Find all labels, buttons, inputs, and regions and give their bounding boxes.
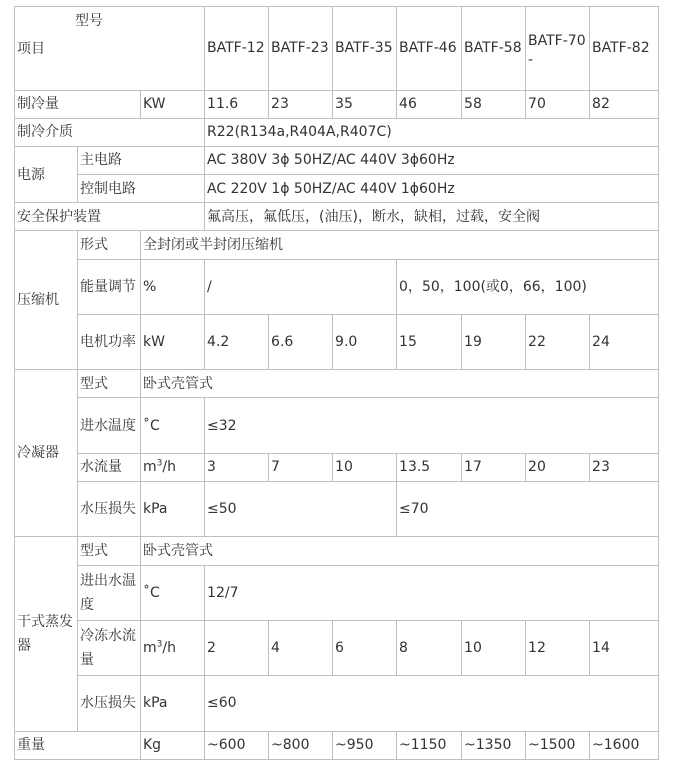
unit-superscript: 3 [156, 458, 163, 469]
value-cell: 4.2 [205, 314, 269, 369]
group-label: 压缩机 [15, 231, 78, 370]
model-header: BATF-82 [590, 7, 659, 91]
sub-label: 型式 [78, 370, 141, 398]
value-cell: 8 [397, 620, 462, 675]
sub-label: 水压损失 [78, 676, 141, 731]
value-cell: 3 [205, 453, 269, 481]
value-cell: 氟高压，氟低压，(油压)，断水，缺相，过载，安全阀 [205, 203, 659, 231]
condenser-flow-row [15, 453, 659, 481]
value-cell: ≤50 [205, 482, 397, 537]
value-cell: AC 220V 1ϕ 50HZ/AC 440V 1ϕ60Hz [205, 175, 659, 203]
group-label: 电源 [15, 146, 78, 202]
sub-label: 进水温度 [78, 398, 141, 453]
value-cell: 58 [462, 90, 526, 118]
weight-row [15, 731, 659, 759]
model-header: BATF-35 [333, 7, 397, 91]
value-cell: 82 [590, 90, 659, 118]
value-cell: 10 [333, 453, 397, 481]
value-cell: 0，50，100(或0，66，100) [397, 259, 659, 314]
safety-row [15, 203, 659, 231]
unit-cell: KW [141, 90, 205, 118]
row-label: 制冷量 [15, 90, 141, 118]
value-cell: 14 [590, 620, 659, 675]
value-cell: 13.5 [397, 453, 462, 481]
value-cell: 20 [526, 453, 590, 481]
evaporator-type-row [15, 537, 659, 565]
value-cell: 6 [333, 620, 397, 675]
unit-cell: kPa [141, 482, 205, 537]
condenser-drop-row [15, 482, 659, 537]
value-cell: ~1600 [590, 731, 659, 759]
evaporator-drop-row [15, 676, 659, 731]
condenser-inlet-row [15, 398, 659, 453]
value-cell: 6.6 [269, 314, 333, 369]
value-cell: / [205, 259, 397, 314]
sub-label: 能量调节 [78, 259, 141, 314]
unit-cell: kW [141, 314, 205, 369]
sub-label: 水压损失 [78, 482, 141, 537]
sub-label: 进出水温度 [78, 565, 141, 620]
model-header: BATF-46 [397, 7, 462, 91]
value-cell: 24 [590, 314, 659, 369]
header-corner-cell [15, 7, 205, 91]
unit-base: m [143, 459, 157, 476]
model-header: BATF-58 [462, 7, 526, 91]
unit-cell: ˚C [141, 398, 205, 453]
value-cell: ~1350 [462, 731, 526, 759]
value-cell: ~600 [205, 731, 269, 759]
sub-label: 电机功率 [78, 314, 141, 369]
sub-label: 形式 [78, 231, 141, 259]
group-label: 干式蒸发器 [15, 537, 78, 731]
value-cell: 9.0 [333, 314, 397, 369]
value-cell: 46 [397, 90, 462, 118]
model-header [526, 7, 590, 91]
unit-superscript: 3 [156, 639, 163, 650]
value-cell: R22(R134a,R404A,R407C) [205, 118, 659, 146]
value-cell: ~1150 [397, 731, 462, 759]
unit-base: m [143, 640, 157, 657]
value-cell: 4 [269, 620, 333, 675]
sub-label: 型式 [78, 537, 141, 565]
value-cell: ≤32 [205, 398, 659, 453]
value-cell: 12 [526, 620, 590, 675]
power-main-row [15, 146, 659, 174]
value-cell: 卧式壳管式 [141, 370, 659, 398]
unit-cell: ˚C [141, 565, 205, 620]
value-cell: 10 [462, 620, 526, 675]
header-row [15, 7, 659, 91]
value-cell: ~800 [269, 731, 333, 759]
item-label: 项目 [17, 41, 45, 57]
model-header-name: BATF-70 [528, 33, 586, 50]
value-cell: 17 [462, 453, 526, 481]
value-cell: 15 [397, 314, 462, 369]
value-cell: 11.6 [205, 90, 269, 118]
value-cell: 卧式壳管式 [141, 537, 659, 565]
sub-label: 水流量 [78, 453, 141, 481]
value-cell: ≤70 [397, 482, 659, 537]
unit-cell: kPa [141, 676, 205, 731]
compressor-type-row [15, 231, 659, 259]
unit-cell: % [141, 259, 205, 314]
power-control-row [15, 175, 659, 203]
compressor-motor-row [15, 314, 659, 369]
value-cell: 70 [526, 90, 590, 118]
condenser-type-row [15, 370, 659, 398]
group-label: 冷凝器 [15, 370, 78, 537]
row-label: 安全保护装置 [15, 203, 205, 231]
row-label: 制冷介质 [15, 118, 205, 146]
sub-label: 控制电路 [78, 175, 205, 203]
value-cell: 23 [590, 453, 659, 481]
spec-table [14, 6, 659, 760]
value-cell: 35 [333, 90, 397, 118]
value-cell: 23 [269, 90, 333, 118]
evaporator-flow-row [15, 620, 659, 675]
value-cell: ≤60 [205, 676, 659, 731]
model-header: BATF-12 [205, 7, 269, 91]
compressor-capacity-row [15, 259, 659, 314]
value-cell: 19 [462, 314, 526, 369]
unit-tail: /h [162, 459, 176, 476]
unit-tail: /h [162, 640, 176, 657]
model-header-dash: - [528, 52, 534, 69]
refrigerant-row [15, 118, 659, 146]
evaporator-temp-row [15, 565, 659, 620]
cooling-capacity-row [15, 90, 659, 118]
value-cell: 7 [269, 453, 333, 481]
unit-cell [141, 453, 205, 481]
value-cell: 22 [526, 314, 590, 369]
value-cell: 全封闭或半封闭压缩机 [141, 231, 659, 259]
row-label: 重量 [15, 731, 141, 759]
value-cell: ~1500 [526, 731, 590, 759]
unit-cell [141, 620, 205, 675]
model-header: BATF-23 [269, 7, 333, 91]
sub-label: 主电路 [78, 146, 205, 174]
value-cell: ~950 [333, 731, 397, 759]
value-cell: 2 [205, 620, 269, 675]
sub-label: 冷冻水流量 [78, 620, 141, 675]
unit-cell: Kg [141, 731, 205, 759]
value-cell: 12/7 [205, 565, 659, 620]
value-cell: AC 380V 3ϕ 50HZ/AC 440V 3ϕ60Hz [205, 146, 659, 174]
model-label: 型号 [75, 13, 103, 29]
